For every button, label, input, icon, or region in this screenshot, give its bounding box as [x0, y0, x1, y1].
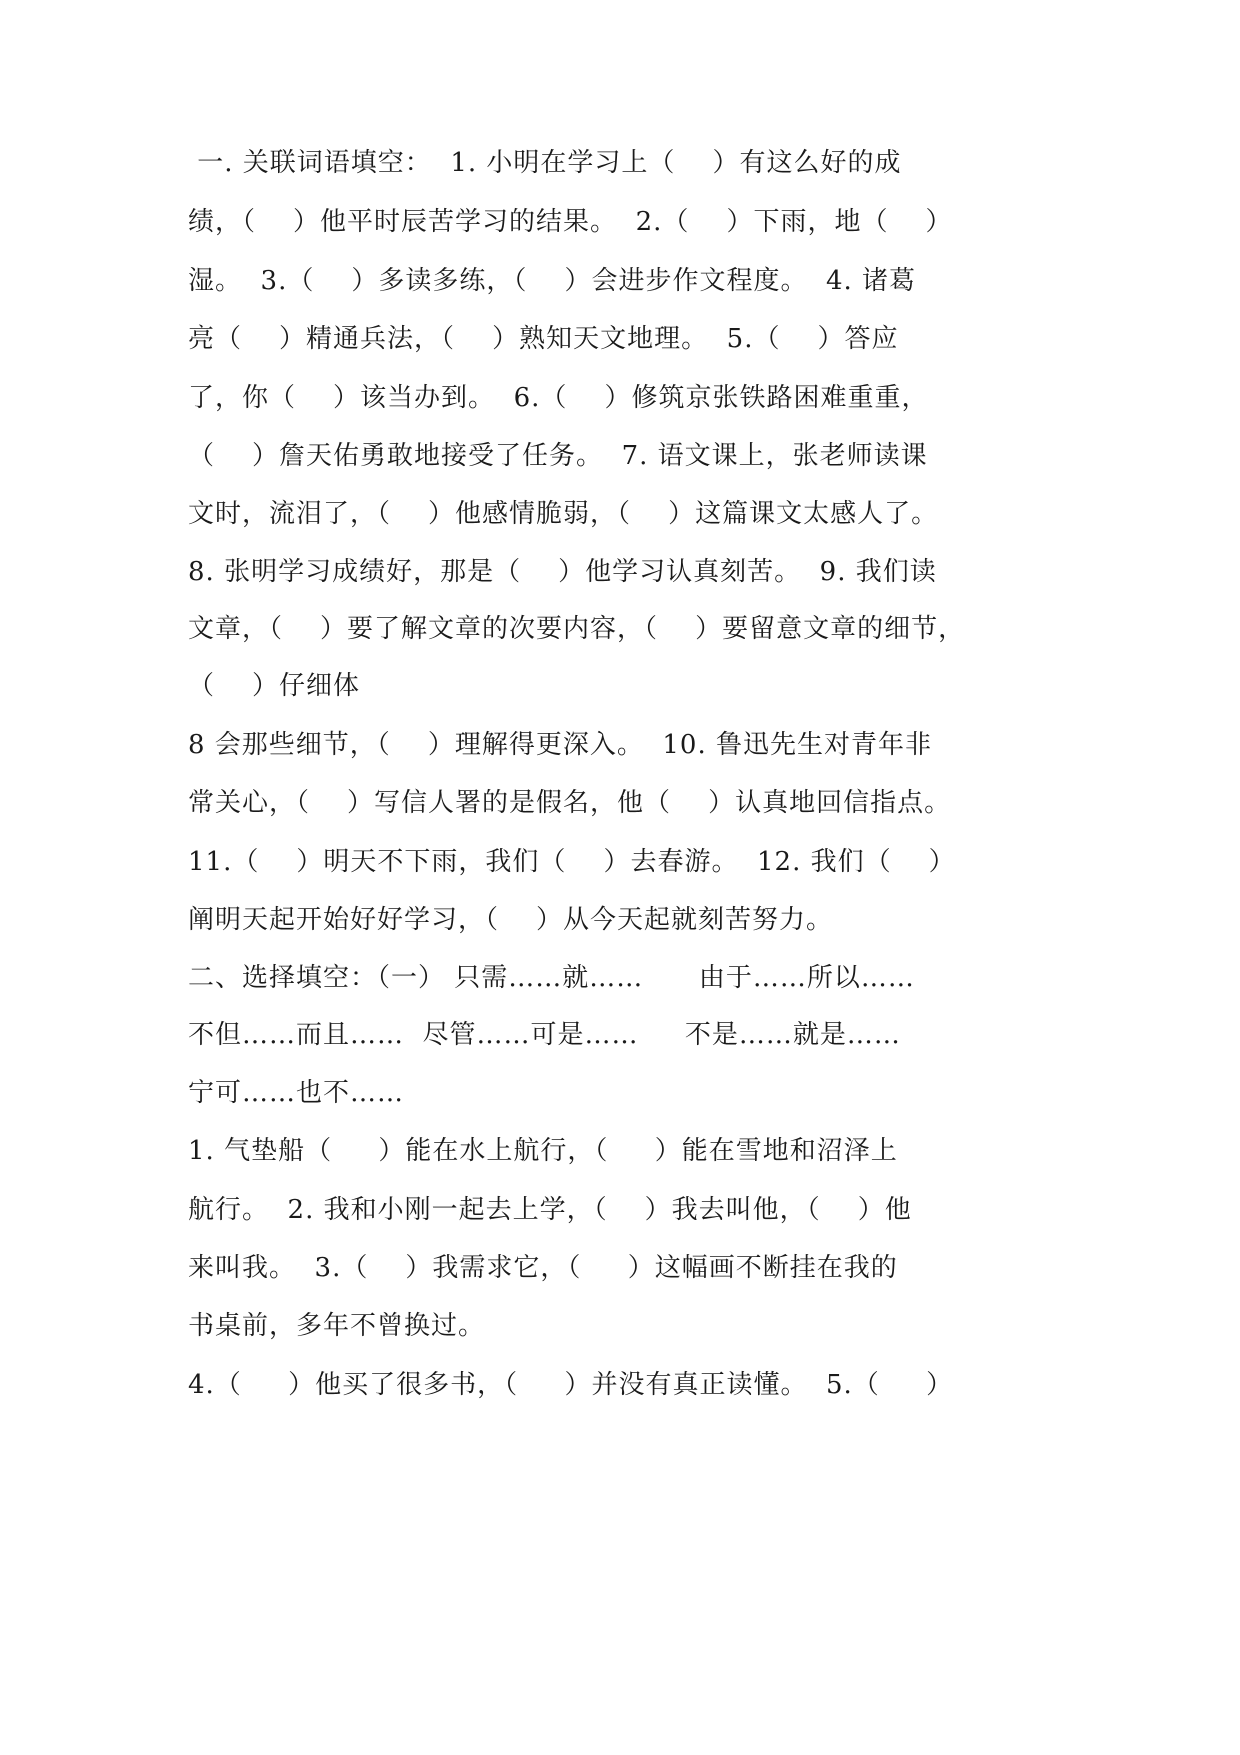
text-line-2: 绩，（ ）他平时辰苦学习的结果。 2.（ ）下雨，地（ ） [188, 207, 953, 237]
text-line-6: （ ）詹天佑勇敢地接受了任务。 7. 语文课上，张老师读课 [188, 441, 928, 471]
text-line-17: 宁可……也不…… [188, 1078, 405, 1108]
text-line-8: 8. 张明学习成绩好，那是（ ）他学习认真刻苦。 9. 我们读 [188, 557, 937, 587]
text-line-14: 阐明天起开始好好学习，（ ）从今天起就刻苦努力。 [188, 905, 834, 935]
text-line-7: 文时，流泪了，（ ）他感情脆弱，（ ）这篇课文太感人了。 [188, 499, 939, 529]
text-line-13: 11.（ ）明天不下雨，我们（ ）去春游。 12. 我们（ ） [188, 847, 956, 877]
text-line-21: 书桌前，多年不曾换过。 [188, 1311, 486, 1341]
text-line-1: 一. 关联词语填空： 1. 小明在学习上（ ）有这么好的成 [188, 148, 902, 178]
text-line-15: 二、选择填空：（一） 只需……就…… 由于……所以…… [188, 963, 915, 993]
text-line-19: 航行。 2. 我和小刚一起去上学，（ ）我去叫他，（ ）他 [188, 1195, 912, 1225]
text-line-10: （ ）仔细体 [188, 671, 361, 701]
text-line-11: 8 会那些细节，（ ）理解得更深入。 10. 鲁迅先生对青年非 [188, 730, 933, 760]
text-line-5: 了，你（ ）该当办到。 6.（ ）修筑京张铁路困难重重， [188, 383, 929, 413]
text-line-20: 来叫我。 3.（ ）我需求它，（ ）这幅画不断挂在我的 [188, 1253, 898, 1283]
text-line-18: 1. 气垫船（ ）能在水上航行，（ ）能在雪地和沼泽上 [188, 1136, 898, 1166]
text-line-3: 湿。 3.（ ）多读多练，（ ）会进步作文程度。 4. 诸葛 [188, 266, 917, 296]
text-line-9: 文章，（ ）要了解文章的次要内容，（ ）要留意文章的细节， [188, 614, 966, 644]
text-line-16: 不但……而且…… 尽管……可是…… 不是……就是…… [188, 1020, 901, 1050]
text-line-12: 常关心，（ ）写信人署的是假名，他（ ）认真地回信指点。 [188, 788, 952, 818]
text-line-4: 亮（ ）精通兵法，（ ）熟知天文地理。 5.（ ）答应 [188, 324, 899, 354]
text-line-22: 4.（ ）他买了很多书，（ ）并没有真正读懂。 5.（ ） [188, 1370, 954, 1400]
